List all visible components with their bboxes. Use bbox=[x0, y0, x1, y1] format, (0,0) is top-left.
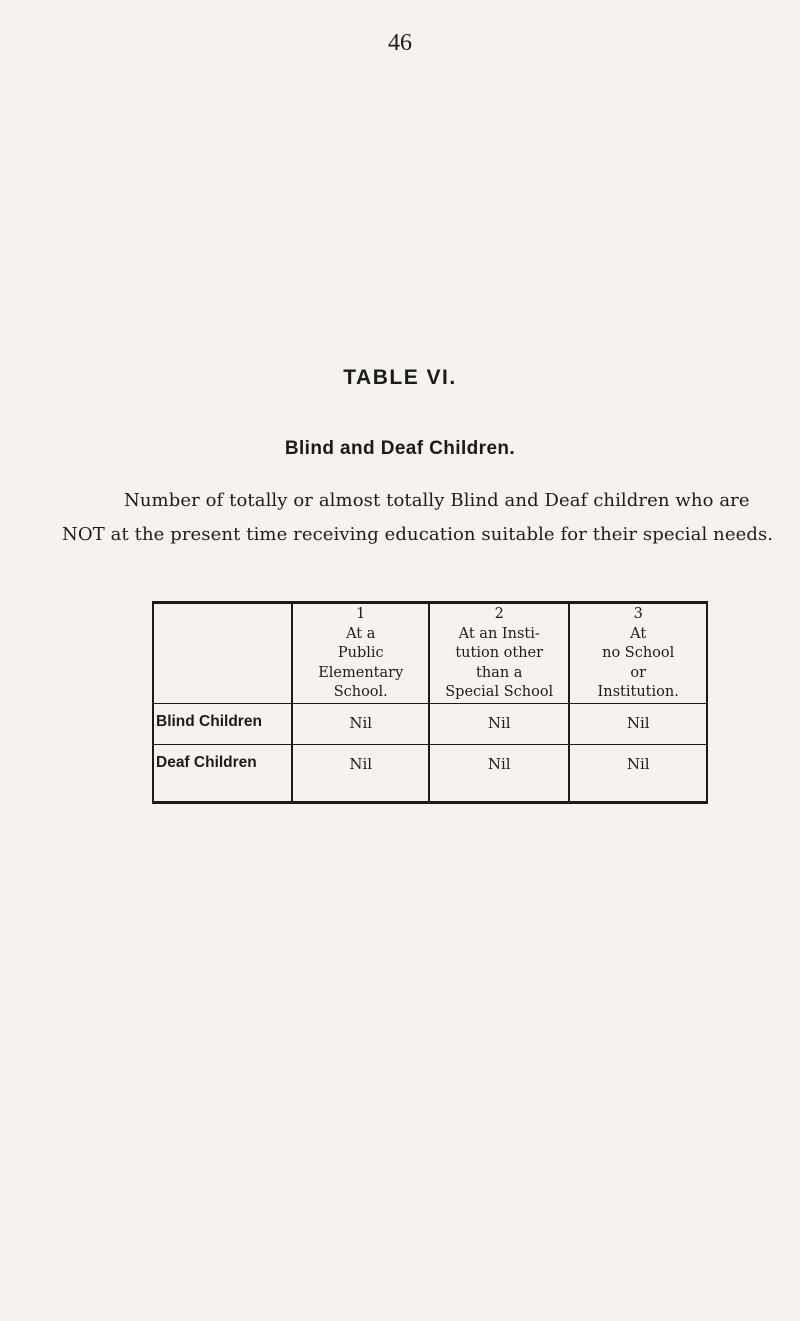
header-corner-cell bbox=[153, 603, 292, 704]
table-row bbox=[153, 744, 707, 802]
column-header-line: Special School bbox=[445, 684, 554, 700]
column-header-line: than a bbox=[476, 664, 523, 681]
column-header-line: At bbox=[630, 625, 647, 642]
column-header-line: Institution. bbox=[597, 684, 679, 700]
column-header-line: or bbox=[630, 664, 647, 681]
table-header-row bbox=[153, 603, 707, 704]
intro-line-2: NOT at the present time receiving education suitable for their special needs. bbox=[62, 524, 774, 545]
row-label-deaf: Deaf Children bbox=[153, 744, 292, 802]
column-header-1 bbox=[292, 603, 429, 704]
column-header-line: At a bbox=[346, 625, 376, 642]
column-header-line: tution other bbox=[455, 645, 544, 661]
intro-paragraph bbox=[62, 484, 786, 552]
table-cell: Nil bbox=[569, 703, 707, 744]
column-header-line: School. bbox=[333, 684, 388, 700]
column-header-line: At an Insti- bbox=[458, 625, 540, 642]
table-cell: Nil bbox=[429, 744, 569, 802]
blind-deaf-table bbox=[152, 601, 708, 804]
column-header-line: Elementary bbox=[318, 664, 404, 681]
column-header-line: no School bbox=[602, 645, 675, 661]
table-title: TABLE VI. bbox=[343, 366, 457, 389]
column-number: 1 bbox=[356, 606, 366, 622]
column-number: 3 bbox=[633, 606, 643, 622]
table-cell: Nil bbox=[292, 703, 429, 744]
table-row bbox=[153, 703, 707, 744]
column-number: 2 bbox=[494, 606, 504, 622]
column-header-3 bbox=[569, 603, 707, 704]
table-subtitle: Blind and Deaf Children. bbox=[284, 438, 516, 459]
table-cell: Nil bbox=[429, 703, 569, 744]
table-cell: Nil bbox=[292, 744, 429, 802]
page-number: 46 bbox=[388, 30, 412, 56]
column-header-2 bbox=[429, 603, 569, 704]
table-cell: Nil bbox=[569, 744, 707, 802]
intro-line-1: Number of totally or almost totally Blind and Deaf children who are bbox=[124, 490, 750, 511]
column-header-line: Public bbox=[337, 645, 384, 661]
row-label-blind: Blind Children bbox=[153, 703, 292, 744]
